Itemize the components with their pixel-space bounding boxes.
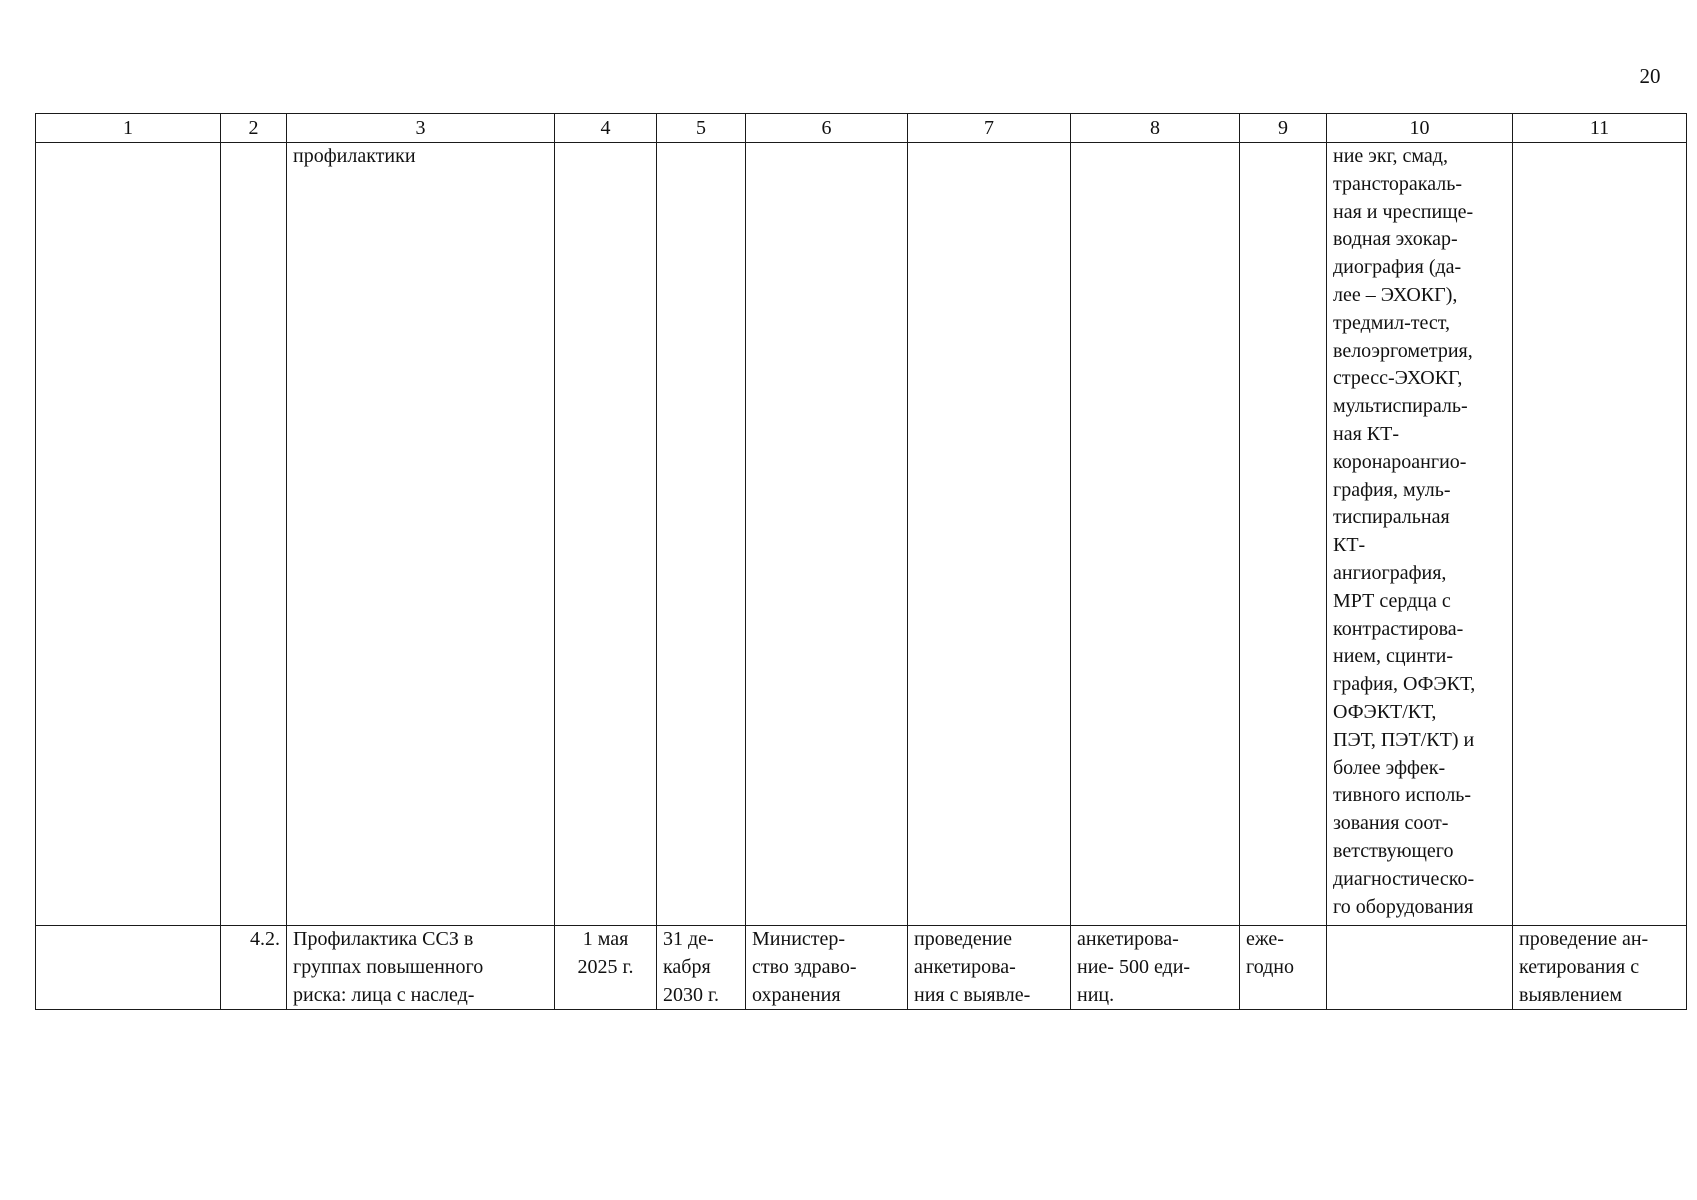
table-cell-col-8 — [1071, 926, 1240, 1010]
cell-text-line: выявлением — [1519, 983, 1623, 1006]
cell-text-line: коронароангио- — [1333, 450, 1467, 473]
column-number-cell: 10 — [1327, 114, 1513, 143]
column-number-cell: 7 — [908, 114, 1071, 143]
column-number-cell: 4 — [555, 114, 657, 143]
cell-text-line: контрастирова- — [1333, 617, 1464, 640]
table-body — [36, 114, 1687, 1010]
cell-text-line: КТ- — [1333, 534, 1366, 557]
cell-text-line: 31 де- — [663, 928, 714, 950]
table-cell-col-3 — [287, 926, 555, 1010]
column-number-row — [36, 114, 1687, 143]
cell-text-line: велоэргометрия, — [1333, 339, 1473, 362]
cell-text-line: кабря — [663, 955, 711, 978]
cell-text-line: анкетирова- — [1077, 928, 1179, 950]
cell-text-line: ния с выявле- — [914, 983, 1031, 1006]
table-row — [36, 926, 1687, 1010]
column-number-cell: 5 — [657, 114, 746, 143]
cell-text-line: ная КТ- — [1333, 422, 1399, 445]
cell-text-line: диография (да- — [1333, 256, 1462, 279]
table-cell-col-11 — [1513, 926, 1687, 1010]
column-number-cell: 2 — [221, 114, 287, 143]
table-cell-col-4 — [555, 926, 657, 1010]
cell-text-line: ство здраво- — [752, 955, 857, 978]
cell-text-line: 2025 г. — [577, 955, 634, 978]
cell-text-line: трансторакаль- — [1333, 172, 1463, 195]
column-number-cell: 9 — [1240, 114, 1327, 143]
table-cell-col-7 — [908, 926, 1071, 1010]
cell-text-line: ветствующего — [1333, 839, 1454, 862]
cell-text-line: ная и чреспище- — [1333, 200, 1474, 223]
cell-text-line: тредмил-тест, — [1333, 311, 1451, 334]
column-number-cell: 11 — [1513, 114, 1687, 143]
cell-text-line: риска: лица с наслед- — [293, 983, 475, 1006]
table-cell-col-2 — [221, 926, 287, 1010]
table-cell-col-6 — [746, 926, 908, 1010]
cell-text-line: диагностическо- — [1333, 867, 1475, 890]
column-number-cell: 6 — [746, 114, 908, 143]
cell-text-line: мультиспираль- — [1333, 395, 1468, 418]
cell-text-line: ангиография, — [1333, 561, 1447, 584]
cell-text-line: го оборудования — [1333, 895, 1474, 918]
table-cell-col-5 — [657, 143, 746, 926]
cell-text-line: ниц. — [1077, 983, 1115, 1006]
table-cell-col-9 — [1240, 926, 1327, 1010]
table-cell-col-8 — [1071, 143, 1240, 926]
measures-table — [35, 113, 1687, 1010]
cell-text-line: проведение — [914, 928, 1012, 950]
column-number-cell: 1 — [36, 114, 221, 143]
cell-text-line: тивного исполь- — [1333, 784, 1472, 807]
cell-text-line: более эффек- — [1333, 756, 1446, 779]
cell-text-line: 2030 г. — [663, 983, 719, 1006]
cell-text-line: анкетирова- — [914, 955, 1016, 978]
cell-text-line: водная эхокар- — [1333, 228, 1458, 251]
page-number: 20 — [1639, 64, 1661, 88]
cell-text-line: проведение ан- — [1519, 928, 1649, 950]
table-cell-col-1 — [36, 926, 221, 1010]
table-cell-col-7 — [908, 143, 1071, 926]
table-row — [36, 143, 1687, 926]
cell-text-line: графия, ОФЭКТ, — [1333, 673, 1476, 696]
cell-text-line: ПЭТ, ПЭТ/КТ) и — [1333, 728, 1475, 751]
table-cell-col-10 — [1327, 926, 1513, 1010]
cell-text-line: 4.2. — [250, 928, 280, 950]
cell-text-line: тиспиральная — [1333, 506, 1450, 529]
cell-text-line: годно — [1246, 955, 1295, 978]
table-cell-col-3 — [287, 143, 555, 926]
cell-text-line: зования соот- — [1333, 812, 1449, 835]
cell-text-line: Профилактика ССЗ в — [293, 928, 474, 950]
table-cell-col-11 — [1513, 143, 1687, 926]
table-cell-col-6 — [746, 143, 908, 926]
cell-text-line: ние экг, смад, — [1333, 145, 1448, 167]
column-number-cell: 3 — [287, 114, 555, 143]
cell-text-line: нием, сцинти- — [1333, 645, 1454, 668]
column-number-cell: 8 — [1071, 114, 1240, 143]
cell-text-line: охранения — [752, 983, 841, 1006]
cell-text-line: 1 мая — [582, 928, 629, 950]
cell-text-line: лее – ЭХОКГ), — [1333, 283, 1458, 306]
table-cell-col-10 — [1327, 143, 1513, 926]
cell-text-line: кетирования с — [1519, 955, 1640, 978]
cell-text-line: МРТ сердца с — [1333, 589, 1451, 612]
table-cell-col-9 — [1240, 143, 1327, 926]
cell-text-line: стресс-ЭХОКГ, — [1333, 367, 1463, 390]
cell-text-line: ОФЭКТ/КТ, — [1333, 700, 1437, 723]
table-cell-col-4 — [555, 143, 657, 926]
cell-text-line: Министер- — [752, 928, 846, 950]
cell-text-line: ние- 500 еди- — [1077, 955, 1191, 978]
table-cell-col-2 — [221, 143, 287, 926]
cell-text-line: графия, муль- — [1333, 478, 1451, 501]
cell-text-line: профилактики — [293, 145, 416, 167]
table-cell-col-1 — [36, 143, 221, 926]
table-cell-col-5 — [657, 926, 746, 1010]
cell-text-line: группах повышенного — [293, 955, 484, 978]
cell-text-line: еже- — [1246, 928, 1284, 950]
